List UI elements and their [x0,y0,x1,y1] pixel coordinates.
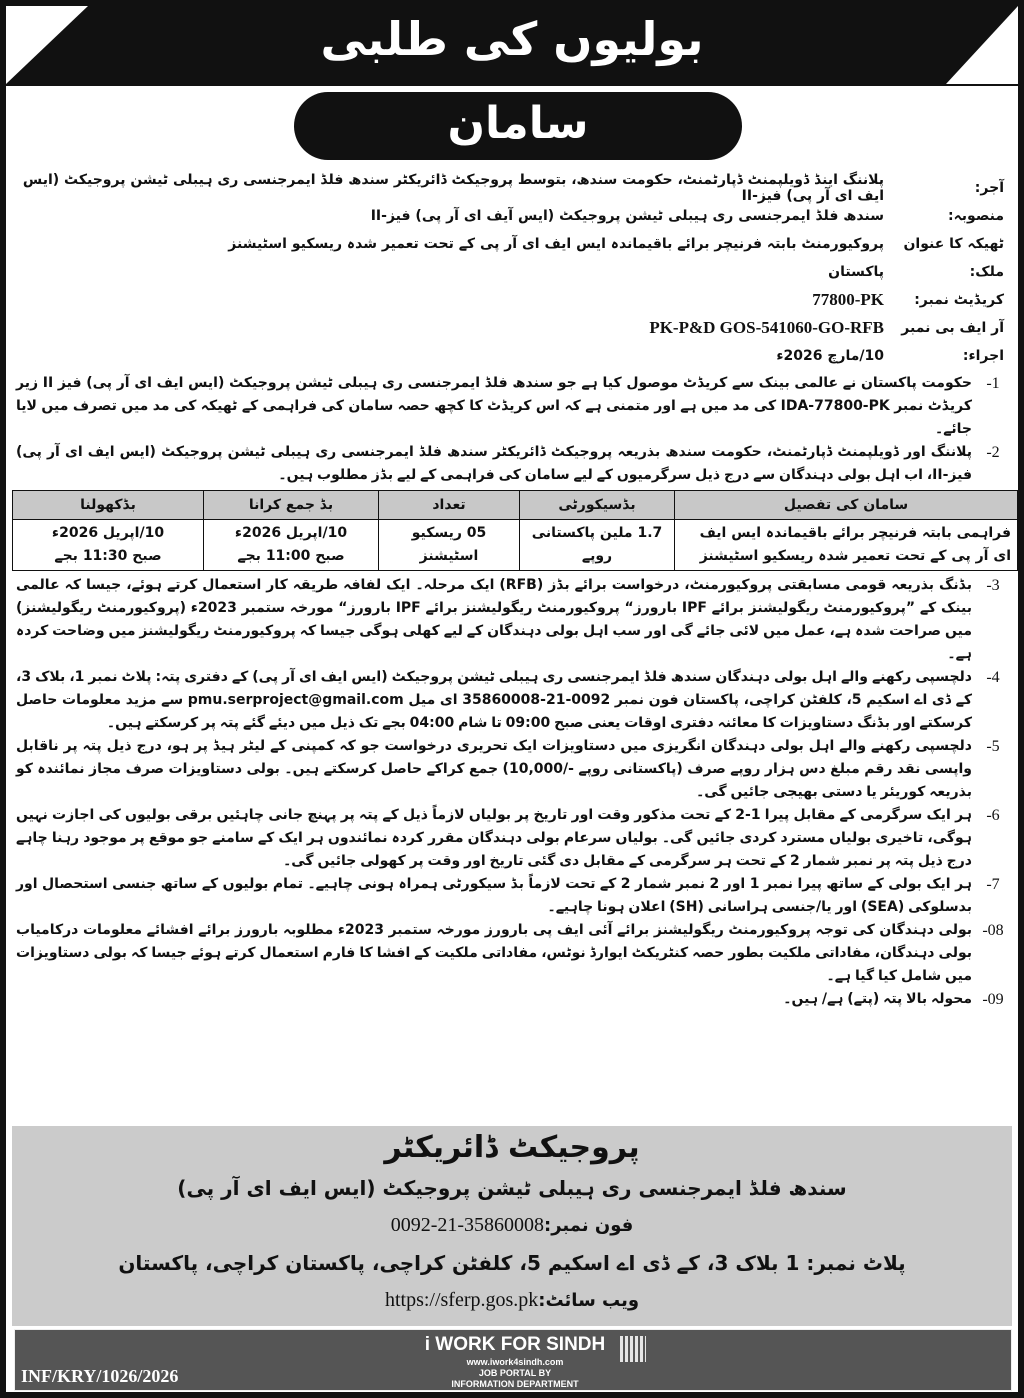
paragraph-text: دلچسپی رکھنے والے اہل بولی دہندگان سندھ فلڈ ایمرجنسی ری ہیبلی ٹیشن پروجیکٹ (ایس ایف ای آر پی) کے دفتری پتہ: پلاٹ نمبر 1، بلاک 3، کے ڈی اے اسکیم 5، کلفٹن کراچی، پاکستان فون نمبر 0092-21-35860008 ای میل pmu.serproject@gmail.com سے مزید معلومات حاصل کرسکتے اور بڈنگ دستاویزات کا معائنہ دفتری اوقات یعنی صبح 09:00 تا شام 04:00 بجے تک ذیل میں دیئے گئے پتہ پر کرسکتے ہیں۔ [16,669,972,731]
footer-band [14,1329,1012,1391]
cell-security: 1.7 ملین پاکستانی روپے [520,520,675,571]
paragraph-number: 4- [986,669,1000,686]
tender-meta [14,174,1004,370]
portal-url[interactable]: www.iwork4sindh.com [466,1357,564,1367]
portal-line2: INFORMATION DEPARTMENT [451,1379,579,1389]
meta-project [14,202,1004,230]
paragraph-text: حکومت پاکستان نے عالمی بینک سے کریڈٹ موصول کیا ہے جو سندھ فلڈ ایمرجنسی ری ہیبلی ٹیشن پروجیکٹ (ایس ایف ای آر پی) فیز II زیر کریڈٹ نمبر IDA-77800-PK کی مد میں ہے اور متمنی ہے کہ اس کریڈٹ کا کچھ حصہ سامان کی فراہمی کے ٹھیکہ کی مد میں تصرف میں لایا جائے۔ [16,375,973,437]
meta-employer [14,174,1004,202]
opening-date: 10/اپریل 2026ء [51,525,165,541]
paragraph-number: 3- [986,577,1000,594]
cell-quantity: 05 ریسکیو اسٹیشنز [379,520,520,571]
submission-time: صبح 11:00 بجے [237,548,345,564]
signatory-phone [12,1214,1012,1237]
signatory-address: پلاٹ نمبر: 1 بلاک 3، کے ڈی اے اسکیم 5، کلفٹن کراچی، پاکستان کراچی، پاکستان [118,1251,906,1275]
paragraph [16,735,1014,804]
paragraph [16,372,1014,441]
meta-value: 77800-PK [812,290,884,309]
paragraph [16,441,1014,487]
table-row [13,520,1018,571]
cell-description: فراہمی بابتہ فرنیچر برائے باقیماندہ ایس ایف ای آر پی کے تحت تعمیر شدہ ریسکیو اسٹیشنز [675,520,1018,571]
qr-code-icon [620,1336,646,1362]
website-label: ویب سائٹ: [538,1290,640,1311]
paragraph [16,804,1014,873]
meta-value: پلاننگ اینڈ ڈویلپمنٹ ڈپارٹمنٹ، حکومت سندھ، بتوسط پروجیکٹ ڈائریکٹر سندھ فلڈ ایمرجنسی ری ہیبلی ٹیشن پروجیکٹ (ایس ایف ای آر پی) فیز-II [22,172,884,204]
reference-number: INF/KRY/1026/2026 [21,1366,179,1386]
meta-value: پروکیورمنٹ بابتہ فرنیچر برائے باقیماندہ ایس ایف ای آر پی کے تحت تعمیر شدہ ریسکیو اسٹیشنز [228,236,884,252]
col-bid-opening: بڈکھولنا [13,491,204,520]
paragraph [16,988,1014,1011]
meta-value: سندھ فلڈ ایمرجنسی ری ہیبلی ٹیشن پروجیکٹ (ایس آیف ای آر پی) فیز-II [370,208,884,224]
col-description: سامان کی تفصیل [675,491,1018,520]
paragraph [16,919,1014,988]
items-table [12,490,1018,571]
paragraph-number: 5- [986,738,1000,755]
submission-date: 10/اپریل 2026ء [234,525,348,541]
paragraph-text: بڈنگ بذریعہ قومی مسابقتی پروکیورمنٹ، درخواست برائے بڈز (RFB) ایک مرحلہ۔ ایک لفافہ طریقہ کار استعمال کرتے ہوئے، جیسا کہ عالمی بینک کے ”پروکیورمنٹ ریگولیشنز برائے IPF بارورز“ پروکیورمنٹ ریگولیشنز برائے IPF بارورز“ مورخہ ستمبر 2023ء (پروکیورمنٹ ریگولیشنز) میں صراحت شدہ ہے، عمل میں لائی جائے گی اور سب اہل بولی دہندگان کے لیے کھلی ہوگی جیسا کہ پروکیورمنٹ ریگولیشنز میں وضاحت کردہ ہے۔ [16,577,972,662]
portal-line1: JOB PORTAL BY [478,1368,552,1378]
col-quantity: تعداد [379,491,520,520]
paragraph [16,574,1014,666]
col-bid-security: بڈسیکورٹی [520,491,675,520]
paragraph [16,873,1014,919]
paragraph-text: پلاننگ اور ڈویلپمنٹ ڈپارٹمنٹ، حکومت سندھ بذریعہ پروجیکٹ ڈائریکٹر سندھ فلڈ ایمرجنسی ری ہیبلی ٹیشن پروجیکٹ (ایس ایف ای آر پی) فیز-II، اب اہل بولی دہندگان سے درج ذیل سرگرمیوں کے لیے سامان کی فراہمی کے لیے بڈز مطلوب ہیں۔ [16,444,972,483]
signatory-title: پروجیکٹ ڈائریکٹر [384,1130,640,1165]
paragraph-number: 6- [986,807,1000,824]
meta-rfb-no [14,314,1004,342]
meta-contract-title [14,230,1004,258]
meta-issue-date [14,342,1004,370]
meta-label: اجراء: [962,348,1004,364]
meta-label: کریڈیٹ نمبر: [914,292,1004,308]
paragraph-text: ہر ایک بولی کے ساتھ پیرا نمبر 1 اور 2 نمبر شمار 2 کے تحت لازماً بڈ سیکورٹی ہمراہ ہونی چاہیے۔ تمام بولیوں کے ساتھ جنسی استحصال اور بدسلوکی (SEA) اور یا/جنسی ہراسانی (SH) اعلان ہونا چاہیے۔ [16,876,972,915]
signatory-org: سندھ فلڈ ایمرجنسی ری ہیبلی ٹیشن پروجیکٹ (ایس ایف ای آر پی) [177,1176,847,1200]
paragraph-text: بولی دہندگان کی توجہ پروکیورمنٹ ریگولیشنز برائے آئی ایف پی بارورز مورخہ ستمبر 2023ء مطلوبہ بارورز برائے افشائے معلومات درکامیاب بولی دہندگان، مفاداتی ملکیت بطور حصہ کنٹریکٹ ایوارڈ نوٹس، مفاداتی ملکیت کے افشا کا فارم استعمال کرتے ہوئے جیسا کہ بولی دستاویزات میں شامل کیا گیا ہے۔ [16,922,972,984]
signature-block [12,1126,1012,1326]
paragraph-number: 09- [982,991,1004,1008]
paragraphs-2 [16,574,1014,1011]
opening-time: صبح 11:30 بجے [54,548,162,564]
meta-value: 10/مارچ 2026ء [776,348,884,364]
paragraph-number: 08- [982,922,1004,939]
paragraph-text: دلچسپی رکھنے والے اہل بولی دہندگان انگریزی میں دستاویزات ایک تحریری درخواست جو کہ کمپنی کے لیٹر ہیڈ پر ہو، درج ذیل پتہ پر ناقابل واپسی نقد رقم مبلغ دس ہزار روپے صرف (پاکستانی روپے -/10,000) جمع کراکے حاصل کرسکتے ہیں۔ بولی دستاویزات صرف مجاز نمائندہ کو بذریعہ کوریئر یا دستی بھیجی جائیں گی۔ [16,738,973,800]
meta-label: آر ایف بی نمبر [901,320,1004,336]
paragraph-number: 2- [986,444,1000,461]
meta-label: منصوبہ: [947,208,1004,224]
paragraph-text: محولہ بالا پتہ (پتے) ہے/ ہیں۔ [783,991,972,1007]
paragraph-number: 1- [986,375,1000,392]
paragraph [16,666,1014,735]
paragraphs-1 [16,372,1014,487]
meta-credit-no [14,286,1004,314]
signatory-website [12,1289,1012,1312]
table-header-row [13,491,1018,520]
paragraph-text: ہر ایک سرگرمی کے مقابل پیرا 1-2 کے تحت مذکور وقت اور تاریخ پر بولیاں لازماً ذیل کے پتہ پر پہنچ جانی چاہئیں برقی بولیوں کی اجازت نہیں ہوگی، تاخیری بولیاں مسترد کردی جائیں گی۔ بولیاں سرعام بولی دہندگان مقرر کردہ نمائندوں ہر ایک کے سامنے جو موقع پر موجود رہنا چاہے درج ذیل پتہ پر نمبر شمار 2 کے تحت ہر سرگرمی کے مقابل دی گئی تاریخ اور وقت پر کھولی جائیں گی۔ [16,807,972,869]
ad-title: بولیوں کی طلبی [320,12,704,66]
cell-submission [204,520,379,571]
col-bid-submission: بڈ جمع کرانا [204,491,379,520]
iwork-logo: i WORK FOR SINDH [424,1334,606,1355]
meta-value: پاکستان [828,264,884,280]
meta-country [14,258,1004,286]
website-link[interactable]: https://sferp.gos.pk [384,1289,539,1311]
phone-number: 0092-21-35860008 [390,1214,545,1236]
meta-label: ٹھیکہ کا عنوان [903,236,1004,252]
meta-label: آجر: [974,180,1004,196]
cell-opening [13,520,204,571]
phone-label: فون نمبر: [544,1215,634,1236]
category-pill: سامان [294,92,742,160]
meta-label: ملک: [969,264,1004,280]
paragraph-number: 7- [986,876,1000,893]
meta-value: PK-P&D GOS-541060-GO-RFB [649,318,884,337]
